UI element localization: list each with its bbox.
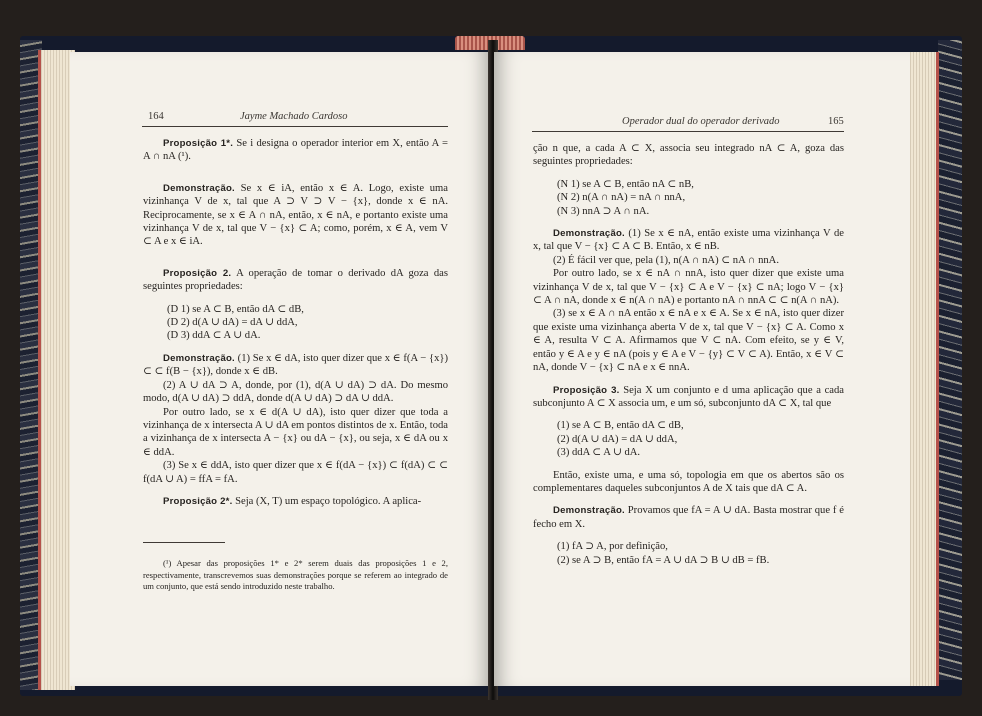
list-item-d2: (D 2) d(A ∪ dA) = dA ∪ ddA,	[167, 317, 298, 329]
list-item-f2: (2) se A ⊃ B, então fA = A ∪ dA ⊃ B ∪ dB = fB.	[557, 554, 770, 566]
right-page-number: 165	[828, 116, 844, 127]
page-stack-right	[908, 52, 939, 686]
left-header-rule	[142, 126, 448, 127]
left-body	[143, 137, 448, 508]
proof-1-star: Demonstração. Se x ∈ iA, então x ∈ A. Logo, existe uma vizinhança V de x, tal que A ⊃ V ⊃ V − {x}, donde x ∈ nA. Reciprocamente, se x ∈ A ∩ nA, então, x ∈ nA, e portanto existe uma vizinhança V de x, tal que V − {x} ⊂ A; como, porém, x ∈ A, vem V ⊂ A e x ∈ iA.	[143, 182, 448, 248]
proof-2-part-2: (2) A ∪ dA ⊃ A, donde, por (1), d(A ∪ dA) ⊃ dA. Do mesmo modo, d(A ∪ dA) ⊃ ddA, donde d(A ∪ dA) ⊃ dA ∪ ddA.	[143, 379, 448, 405]
list-item-3-2: (2) d(A ∪ dA) = dA ∪ ddA,	[557, 433, 678, 445]
proof-2-star: Demonstração. (1) Se x ∈ nA, então existe uma vizinhança V de x, tal que V − {x} ⊂ A ⊂ B. Então, x ∈ nB.	[533, 228, 844, 253]
list-item-d3: (D 3) ddA ⊂ A ∪ dA.	[167, 330, 261, 342]
right-header-rule	[532, 131, 844, 132]
footnote: (¹) Apesar das proposições 1* e 2* serem duais das proposições 1 e 2, respectivamente, transcrevemos suas demonstrações porque se referem ao integrado de um conjunto, que está sendo introduzido neste trabalho.	[143, 558, 448, 592]
right-running-head: Operador dual do operador derivado	[622, 116, 780, 127]
right-body	[533, 142, 844, 567]
list-item-f1: (1) fA ⊃ A, por definição,	[557, 541, 668, 553]
proof-2: Demonstração. (1) Se x ∈ dA, isto quer dizer que x ∈ f(A − {x}) ⊂ ⊂ f(B − {x}), donde x ∈ dB.	[143, 352, 448, 378]
list-item-n2: (N 2) n(A ∩ nA) = nA ∩ nnA,	[557, 192, 686, 204]
proposition-2: Proposição 2. A operação de tomar o derivado dA goza das seguintes propriedades:	[143, 267, 449, 293]
proof-2-part-4: (3) Se x ∈ ddA, isto quer dizer que x ∈ f(dA − {x}) ⊂ f(dA) ⊂ ⊂ f(dA ∪ A) = ffA = fA.	[143, 460, 448, 485]
list-item-d1: (D 1) se A ⊂ B, então dA ⊂ dB,	[167, 303, 304, 315]
list-item-n3: (N 3) nnA ⊃ A ∩ nA.	[557, 205, 650, 217]
topology-statement: Então, existe uma, e uma só, topologia em que os abertos são os complementares daqueles subconjuntos A de X tais que dA ⊂ A.	[533, 469, 844, 494]
proof-2-star-part-3: Por outro lado, se x ∈ nA ∩ nnA, isto quer dizer que existe uma vizinhança V de x, tal que V − {x} ⊂ A e V − {x} ⊂ nA; logo V − {x} ⊂ A ∩ nA, donde x ∈ n(A ∩ nA) e portanto nA ∩ nnA ⊂ ⊂ n(A ∩ nA).	[533, 268, 844, 307]
proof-2-star-part-2: (2) É fácil ver que, pela (1), n(A ∩ nA) ⊂ nA ∩ nnA.	[553, 254, 779, 266]
list-item-3-1: (1) se A ⊂ B, então dA ⊂ dB,	[557, 420, 684, 432]
list-item-n1: (N 1) se A ⊂ B, então nA ⊂ nB,	[557, 178, 694, 190]
continuation-text: ção n que, a cada A ⊂ X, associa seu integrado nA ⊂ A, goza das seguintes propriedades:	[533, 143, 844, 168]
proposition-1-star: Proposição 1*. Se i designa o operador interior em X, então A = A ∩ nA (¹).	[143, 138, 448, 163]
left-running-head: Jayme Machado Cardoso	[240, 111, 348, 122]
proposition-3: Proposição 3. Seja X um conjunto e d uma aplicação que a cada subconjunto A ⊂ X associa um, e um só, subconjunto dA ⊂ X, tal que	[533, 384, 844, 409]
proof-2-part-3: Por outro lado, se x ∈ d(A ∪ dA), isto quer dizer que toda a vizinhança de x intersecta A ∪ dA em pontos distintos de x. Então, toda a vizinhança de x intersecta A − {x} ou dA − {x}, ou seja, x ∈ dA ou x ∈ ddA.	[143, 406, 448, 458]
proof-2-star-part-4: (3) se x ∈ A ∩ nA então x ∈ nA e x ∈ A. Se x ∈ nA, isto quer dizer que existe uma vizinhança aberta V de x, tal que V − {x} ⊂ A. Como x ∈ A, resulta V ⊂ A. Afirmamos que V ⊂ nA. Com efeito, se y ∈ V, então y ∈ A e y ∈ nA (pois y ∈ A e V − {y} ⊂ V ⊂ A). Então, x ∈ V ⊂ nA, donde V − {x} ⊂ nA e x ∈ nnA.	[533, 308, 844, 374]
footnote-rule	[143, 542, 225, 543]
list-item-3-3: (3) ddA ⊂ A ∪ dA.	[557, 447, 641, 459]
proof-3: Demonstração. Provamos que fA = A ∪ dA. Basta mostrar que f é fecho em X.	[533, 505, 844, 530]
left-page-number: 164	[148, 111, 164, 122]
marbled-cover-right	[938, 40, 962, 680]
proposition-2-star: Proposição 2*. Seja (X, T) um espaço topológico. A aplica-	[163, 495, 422, 507]
